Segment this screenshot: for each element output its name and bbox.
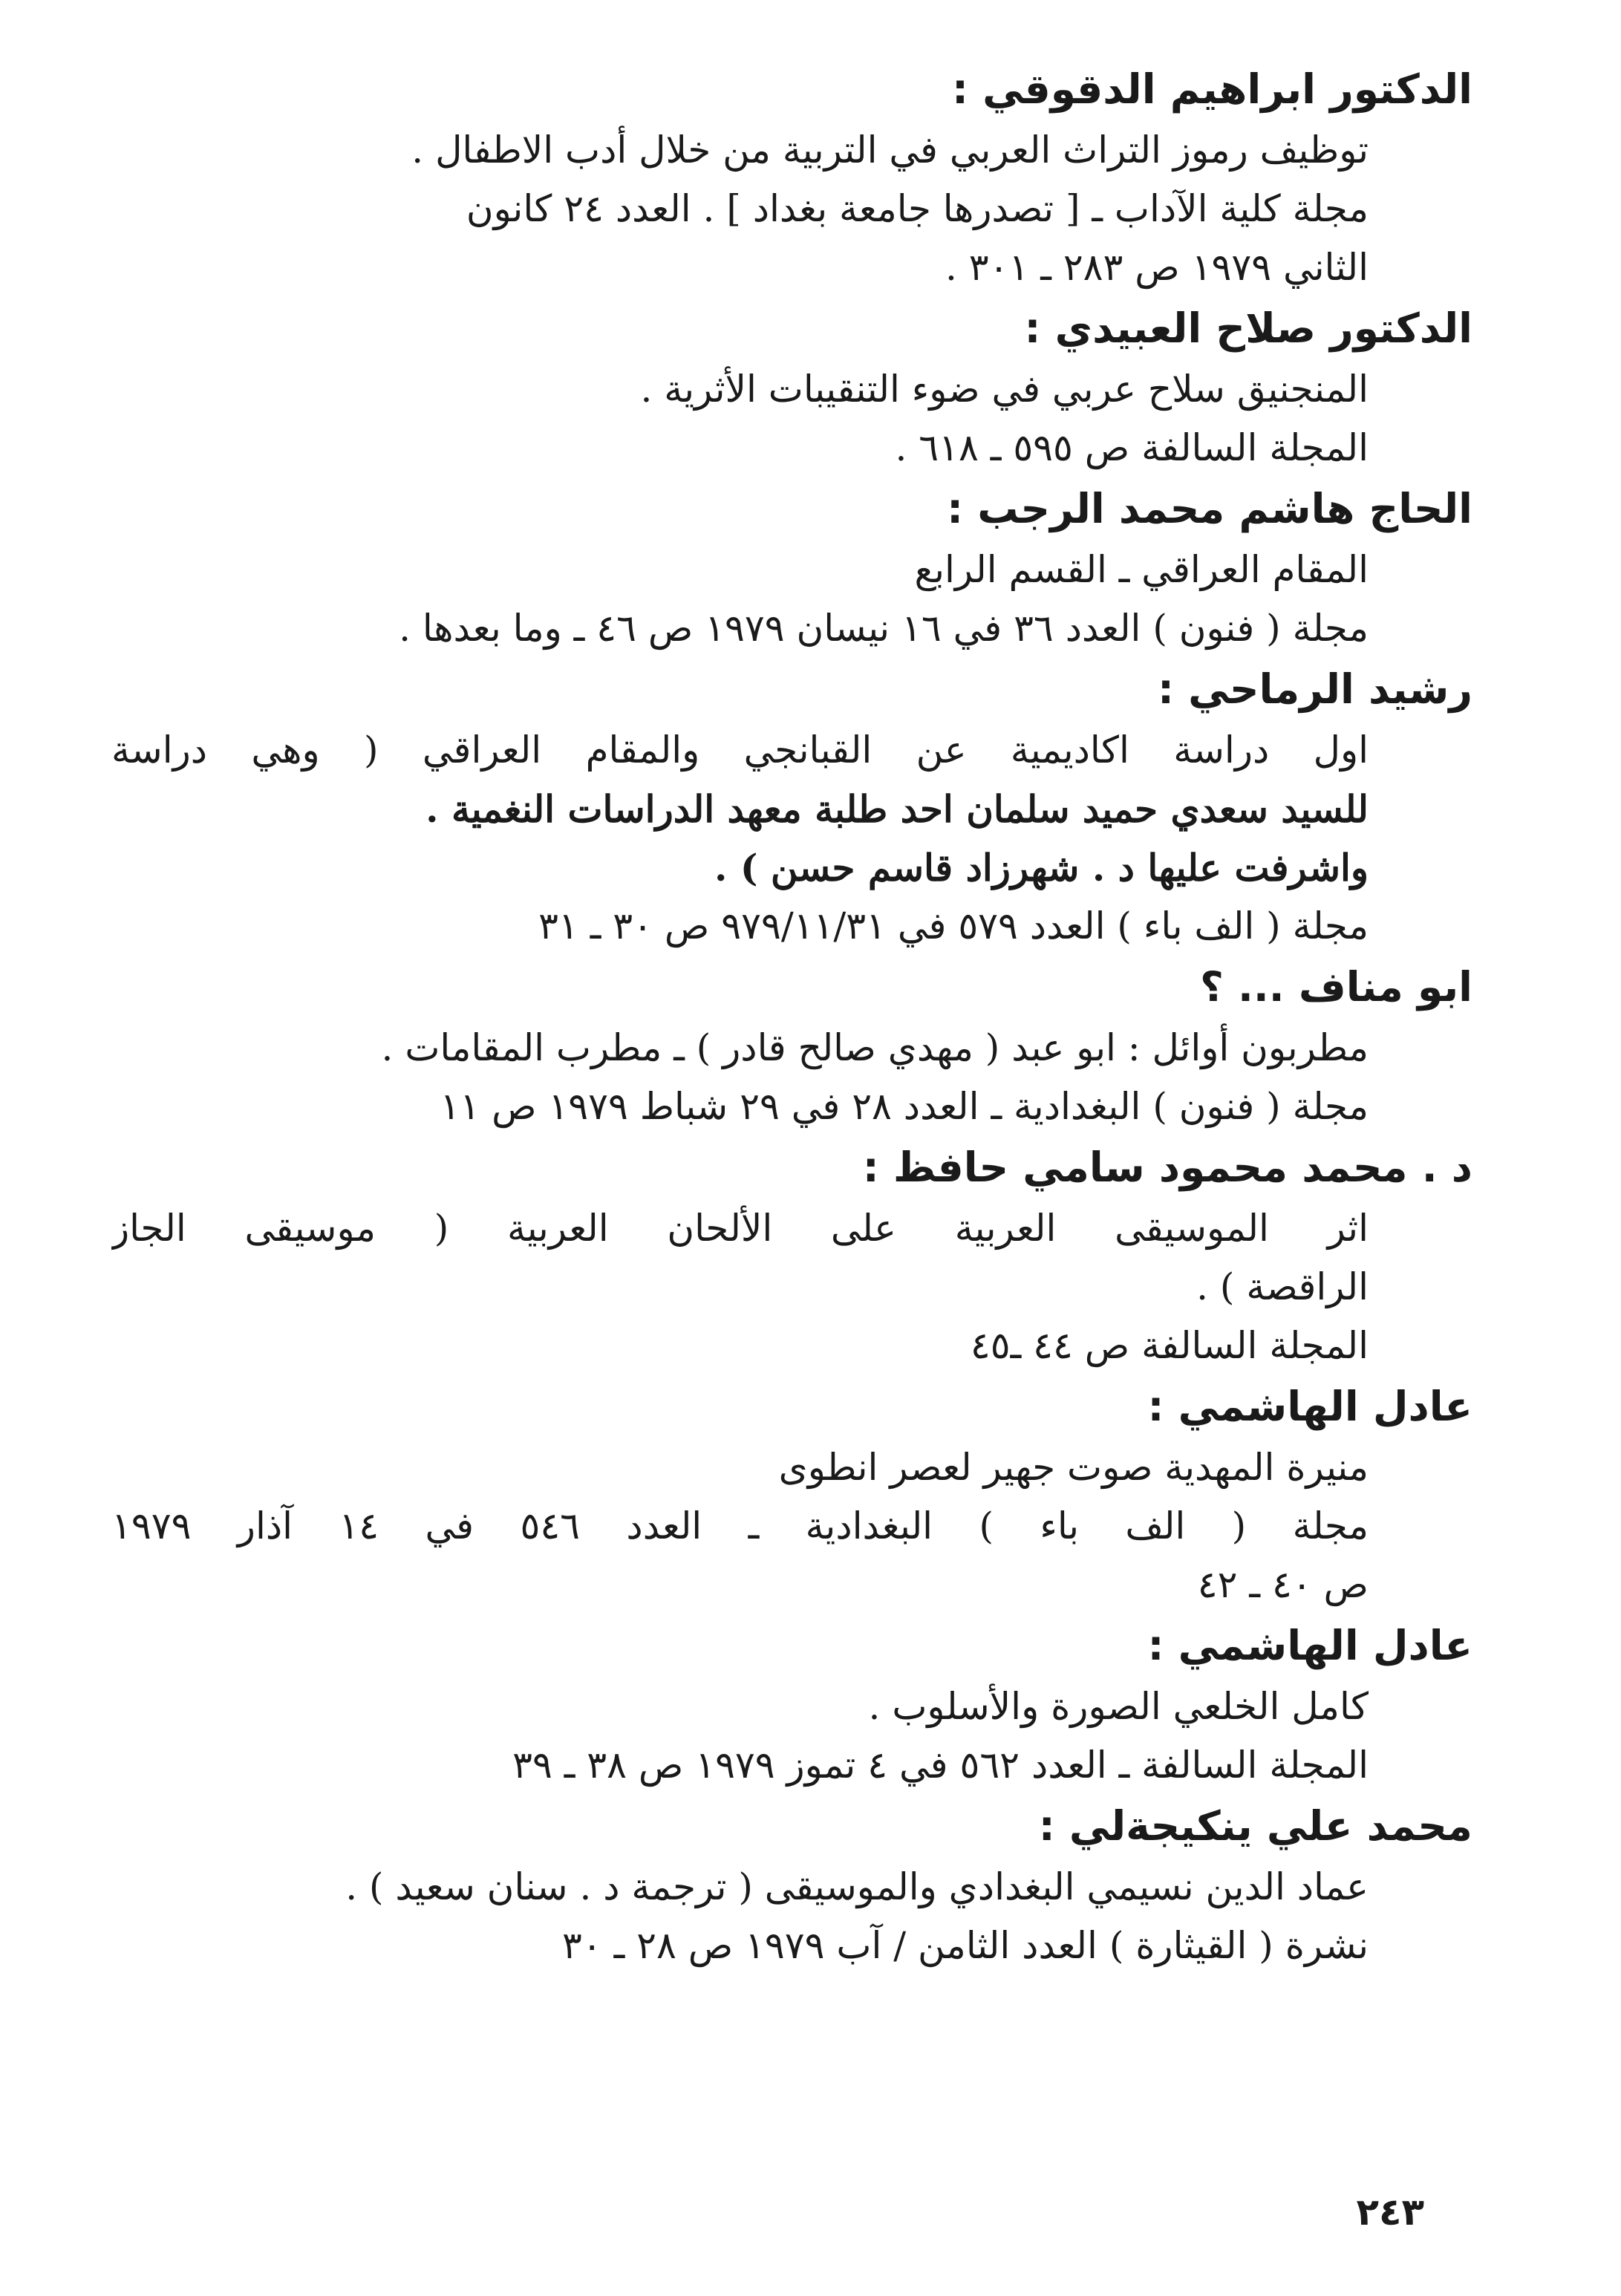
page-number: ٢٤٣ xyxy=(1356,2191,1424,2234)
entry-line: الثاني ١٩٧٩ ص ٢٨٣ ـ ٣٠١ . xyxy=(945,246,1369,289)
entry-line: اثر الموسيقى العربية على الألحان العربية ( موسيقى الجاز xyxy=(111,1207,1369,1250)
entry-line: المنجنيق سلاح عربي في ضوء التنقيبات الأثرية . xyxy=(640,368,1369,411)
bibliography-entry xyxy=(111,658,1472,956)
bibliography-entry xyxy=(111,1136,1472,1375)
entry-line: اول دراسة اكاديمية عن القبانجي والمقام العراقي ( وهي دراسة xyxy=(111,728,1369,772)
entry-line: منيرة المهدية صوت جهير لعصر انطوى xyxy=(778,1446,1369,1489)
entry-line: مطربون أوائل : ابو عبد ( مهدي صالح قادر ) ـ مطرب المقامات . xyxy=(381,1026,1369,1069)
entry-author: ابو مناف ... ؟ xyxy=(1199,963,1472,1011)
entry-line: مجلة ( الف باء ) العدد ٥٧٩ في ٩٧٩/١١/٣١ ص ٣٠ ـ ٣١ xyxy=(538,904,1369,948)
entry-line: المجلة السالفة ص ٥٩٥ ـ ٦١٨ . xyxy=(895,426,1369,469)
entry-line: عماد الدين نسيمي البغدادي والموسيقى ( ترجمة د . سنان سعيد ) . xyxy=(345,1865,1369,1908)
entry-author: الحاج هاشم محمد الرجب : xyxy=(947,485,1472,532)
entry-author: رشيد الرماحي : xyxy=(1158,665,1472,713)
entry-line: المجلة السالفة ص ٤٤ ـ٤٥ xyxy=(970,1324,1369,1367)
bibliography-entry xyxy=(111,297,1472,477)
entry-line: المجلة السالفة ـ العدد ٥٦٢ في ٤ تموز ١٩٧٩ ص ٣٨ ـ ٣٩ xyxy=(512,1744,1369,1787)
bibliography-entry xyxy=(111,1375,1472,1614)
entry-line: مجلة ( فنون ) العدد ٣٦ في ١٦ نيسان ١٩٧٩ ص ٤٦ ـ وما بعدها . xyxy=(399,607,1369,650)
bibliography-entries xyxy=(111,58,1472,1975)
entry-line: مجلة ( الف باء ) البغدادية ـ العدد ٥٤٦ في ١٤ آذار ١٩٧٩ xyxy=(111,1504,1369,1547)
bibliography-entry xyxy=(111,956,1472,1136)
entry-author: عادل الهاشمي : xyxy=(1147,1622,1472,1669)
entry-line: الراقصة ) . xyxy=(1196,1265,1369,1308)
entry-line: مجلة كلية الآداب ـ [ تصدرها جامعة بغداد ] . العدد ٢٤ كانون xyxy=(466,187,1369,230)
entry-line: ص ٤٠ ـ ٤٢ xyxy=(1197,1563,1369,1606)
bibliography-entry xyxy=(111,58,1472,297)
entry-author: محمد علي ينكيجةلي : xyxy=(1038,1802,1472,1850)
entry-line: المقام العراقي ـ القسم الرابع xyxy=(914,548,1369,591)
bibliography-entry xyxy=(111,477,1472,658)
bibliography-entry xyxy=(111,1795,1472,1975)
entry-line: للسيد سعدي حميد سلمان احد طلبة معهد الدراسات النغمية . xyxy=(425,787,1369,831)
entry-author: عادل الهاشمي : xyxy=(1147,1383,1472,1430)
entry-line: مجلة ( فنون ) البغدادية ـ العدد ٢٨ في ٢٩ شباط ١٩٧٩ ص ١١ xyxy=(440,1085,1369,1128)
entry-line: كامل الخلعي الصورة والأسلوب . xyxy=(868,1685,1369,1728)
entry-line: واشرفت عليها د . شهرزاد قاسم حسن ) . xyxy=(714,846,1369,890)
bibliography-entry xyxy=(111,1614,1472,1795)
entry-line: توظيف رموز التراث العربي في التربية من خلال أدب الاطفال . xyxy=(411,128,1369,172)
entry-line: نشرة ( القيثارة ) العدد الثامن / آب ١٩٧٩ ص ٢٨ ـ ٣٠ xyxy=(561,1924,1369,1967)
entry-author: الدكتور صلاح العبيدي : xyxy=(1024,304,1472,352)
entry-author: د . محمد محمود سامي حافظ : xyxy=(862,1144,1472,1191)
entry-author: الدكتور ابراهيم الدقوقي : xyxy=(951,65,1472,113)
